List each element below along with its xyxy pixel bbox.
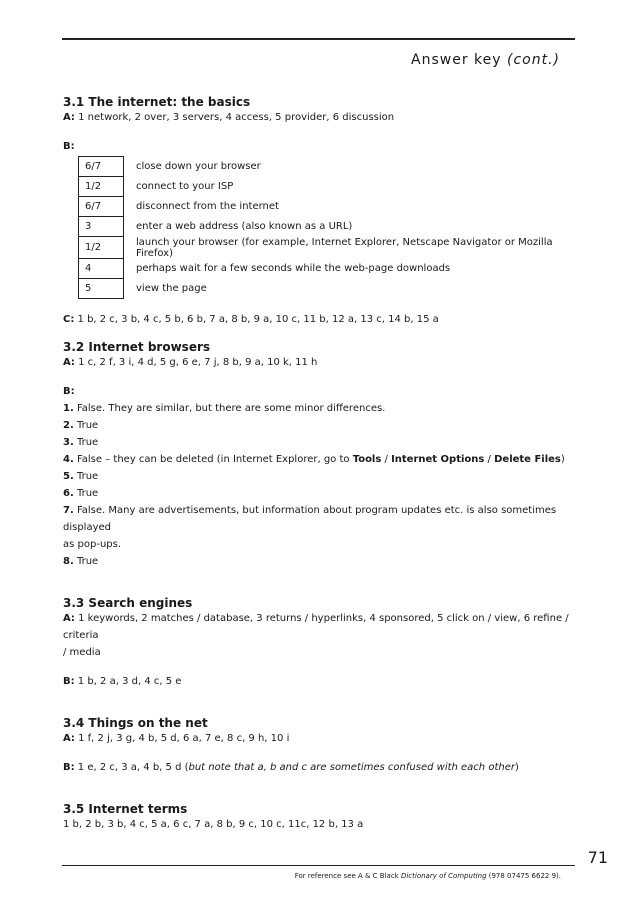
list-item — [63, 434, 573, 451]
step-number: 3 — [79, 217, 124, 237]
answer-b — [63, 673, 573, 690]
menu-path-options: Internet Options — [391, 454, 485, 465]
item-text: ) — [560, 454, 565, 465]
step-text: perhaps wait for a few seconds while the web-page downloads — [136, 263, 451, 274]
header-rule — [62, 38, 575, 40]
table-row — [79, 279, 573, 299]
step-number: 1/2 — [79, 177, 124, 197]
page-number: 71 — [587, 848, 608, 867]
step-text: view the page — [136, 283, 207, 294]
item-number: 6. — [63, 488, 74, 499]
item-text: False – they can be deleted (in Internet Explorer, go to — [73, 454, 353, 465]
section-heading-3-4: 3.4 Things on the net — [63, 716, 208, 730]
item-text: True — [73, 420, 99, 431]
item-text: True — [73, 556, 99, 567]
step-text: disconnect from the internet — [136, 201, 279, 212]
footer-reference — [295, 872, 561, 880]
answer-a — [63, 730, 573, 747]
answer-label: A: — [63, 112, 75, 123]
list-item — [63, 502, 573, 536]
item-number: 2. — [63, 420, 74, 431]
answer-label: A: — [63, 733, 75, 744]
item-text: False. Many are advertisements, but information about program updates etc. is also sometimes displayed — [63, 505, 557, 533]
answer-c — [63, 311, 573, 328]
answer-label: B: — [63, 386, 75, 397]
table-row — [79, 157, 573, 177]
answer-label: B: — [63, 762, 75, 773]
step-text: connect to your ISP — [136, 181, 234, 192]
section-heading-3-3: 3.3 Search engines — [63, 596, 193, 610]
footer-book-title: Dictionary of Computing — [400, 872, 487, 880]
footer-rule — [62, 865, 575, 866]
answer-b-label — [63, 383, 573, 400]
menu-path-delete: Delete Files — [494, 454, 561, 465]
item-number: 8. — [63, 556, 74, 567]
footer-text: (978 07475 6622 9). — [486, 872, 561, 880]
step-number: 1/2 — [79, 237, 124, 259]
table-row — [79, 197, 573, 217]
answer-text: 1 b, 2 b, 3 b, 4 c, 5 a, 6 c, 7 a, 8 b, 9 c, 10 c, 11c, 12 b, 13 a — [63, 819, 364, 830]
answer-content — [63, 95, 573, 833]
menu-path-tools: Tools — [352, 454, 382, 465]
step-number: 4 — [79, 259, 124, 279]
item-text: True — [73, 437, 99, 448]
answer-text: 1 c, 2 f, 3 i, 4 d, 5 g, 6 e, 7 j, 8 b, 9 a, 10 k, 11 h — [74, 357, 318, 368]
table-row — [79, 177, 573, 197]
item-text: True — [73, 471, 99, 482]
list-item — [63, 553, 573, 570]
table-row — [79, 217, 573, 237]
list-item — [63, 451, 573, 468]
item-number: 4. — [63, 454, 74, 465]
answer-text: 1 b, 2 a, 3 d, 4 c, 5 e — [74, 676, 182, 687]
answer-text: 1 network, 2 over, 3 servers, 4 access, 5 provider, 6 discussion — [74, 112, 395, 123]
answer-label: C: — [63, 314, 75, 325]
list-item — [63, 417, 573, 434]
list-item-continuation: as pop-ups. — [63, 539, 122, 550]
step-number: 6/7 — [79, 197, 124, 217]
answer-label: B: — [63, 141, 75, 152]
step-text: enter a web address (also known as a URL) — [136, 221, 353, 232]
answer-note: but note that a, b and c are sometimes confused with each other — [188, 762, 515, 773]
answer-label: B: — [63, 676, 75, 687]
path-separator: / — [381, 454, 392, 465]
answer-a — [63, 610, 573, 644]
answer-b-label — [63, 138, 573, 155]
answer-text: 1 f, 2 j, 3 g, 4 b, 5 d, 6 a, 7 e, 8 c, 9 h, 10 i — [74, 733, 290, 744]
table-row — [79, 259, 573, 279]
step-number: 5 — [79, 279, 124, 299]
answer-label: A: — [63, 613, 75, 624]
item-text: False. They are similar, but there are some minor differences. — [73, 403, 386, 414]
item-number: 3. — [63, 437, 74, 448]
item-number: 1. — [63, 403, 74, 414]
header-title: Answer key — [411, 52, 502, 68]
answer-text: ) — [514, 762, 519, 773]
item-number: 7. — [63, 505, 74, 516]
order-table — [78, 156, 573, 299]
answer-a — [63, 354, 573, 371]
item-number: 5. — [63, 471, 74, 482]
section-heading-3-5: 3.5 Internet terms — [63, 802, 188, 816]
footer-text: For reference see A & C Black — [294, 872, 401, 880]
answer-b — [63, 759, 573, 776]
page-header — [411, 52, 560, 68]
list-item — [63, 485, 573, 502]
section-heading-3-2: 3.2 Internet browsers — [63, 340, 211, 354]
list-item — [63, 400, 573, 417]
table-row — [79, 237, 573, 259]
answer-text: 1 e, 2 c, 3 a, 4 b, 5 d ( — [74, 762, 189, 773]
answer-text: 1 b, 2 c, 3 b, 4 c, 5 b, 6 b, 7 a, 8 b, 9 a, 10 c, 11 b, 12 a, 13 c, 14 b, 15 a — [74, 314, 439, 325]
list-item — [63, 468, 573, 485]
header-cont: (cont.) — [507, 52, 560, 68]
step-number: 6/7 — [79, 157, 124, 177]
answer-text: 1 keywords, 2 matches / database, 3 returns / hyperlinks, 4 sponsored, 5 click on / view, 6 refine / criteria — [63, 613, 569, 641]
item-text: True — [73, 488, 99, 499]
step-text: close down your browser — [136, 161, 261, 172]
answer-label: A: — [63, 357, 75, 368]
step-text: launch your browser (for example, Internet Explorer, Netscape Navigator or Mozilla Firefox) — [136, 236, 553, 259]
section-heading-3-1: 3.1 The internet: the basics — [63, 95, 251, 109]
answer-a-continuation: / media — [63, 647, 101, 658]
path-separator: / — [484, 454, 495, 465]
answer-a — [63, 109, 573, 126]
